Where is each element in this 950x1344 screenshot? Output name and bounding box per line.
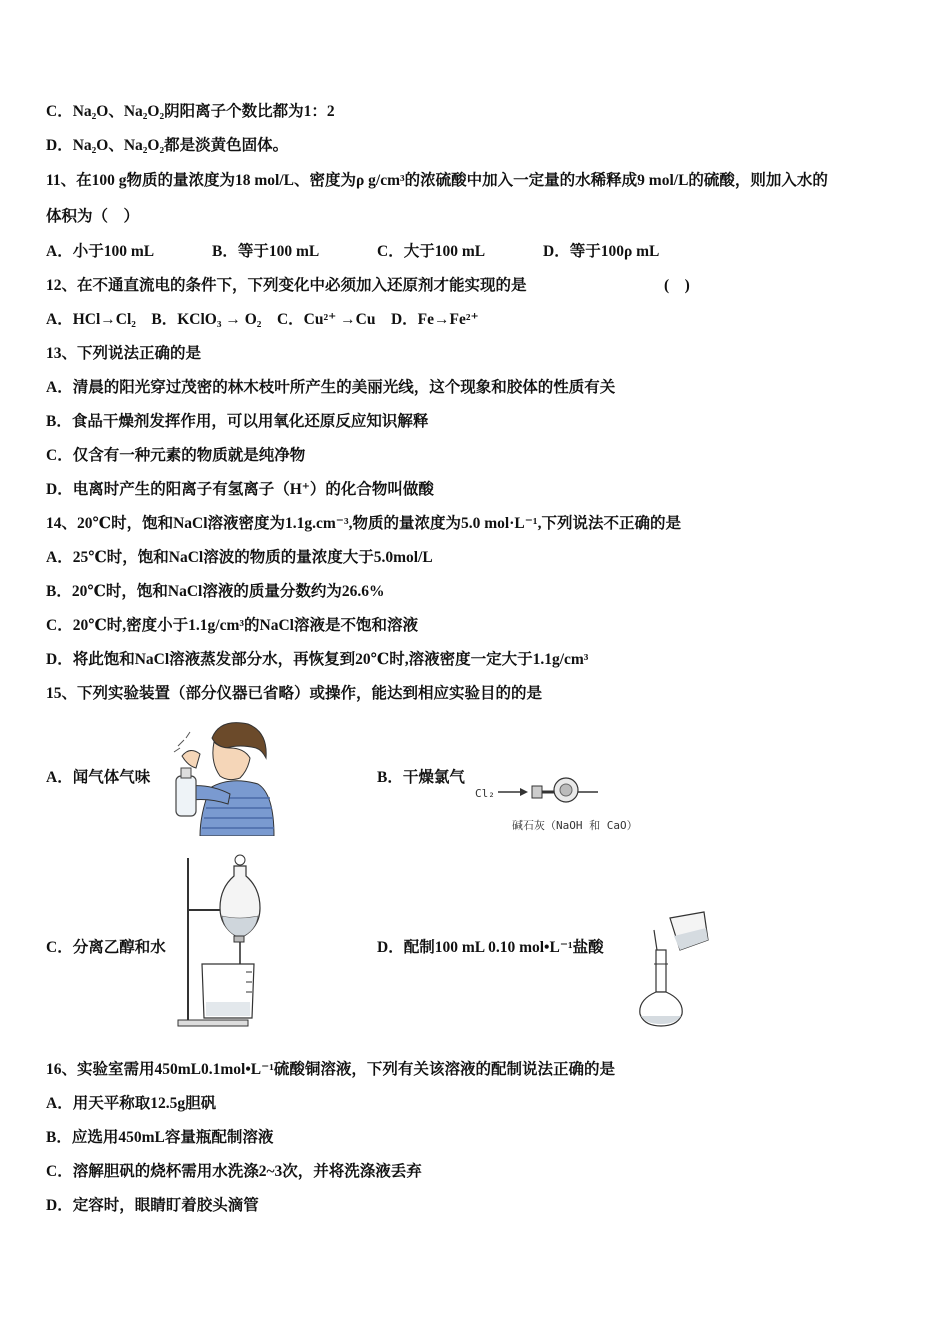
q16-option-b: B．应选用450mL容量瓶配制溶液 — [46, 1129, 274, 1146]
separating-funnel-figure — [176, 852, 262, 1028]
q12-stem: 12、在不通直流电的条件下，下列变化中必须加入还原剂才能实现的是 — [46, 277, 527, 294]
q16-option-a: A．用天平称取12.5g胆矾 — [46, 1095, 217, 1112]
prev-option-d: D．Na₂O、Na₂O₂都是淡黄色固体。 — [46, 137, 289, 154]
q15-option-b: B．干燥氯气 — [377, 769, 465, 786]
q11-option-c: C．大于100 mL — [377, 243, 486, 260]
q14-stem: 14、20℃时，饱和NaCl溶液密度为1.1g.cm⁻³,物质的量浓度为5.0 mol·L⁻¹,下列说法不正确的是 — [46, 515, 681, 532]
q11-options — [46, 242, 659, 262]
arrow-icon — [520, 788, 528, 796]
drying-tube-agent-label: 碱石灰（NaOH 和 CaO） — [512, 819, 638, 832]
q16-stem: 16、实验室需用450mL0.1mol•L⁻¹硫酸铜溶液，下列有关该溶液的配制说法正确的是 — [46, 1061, 615, 1078]
q11-option-a: A．小于100 mL — [46, 243, 155, 260]
q11-stem-line1: 11、在100 g物质的量浓度为18 mol/L、密度为ρ g/cm³的浓硫酸中加入一定量的水稀释成9 mol/L的硫酸，则加入水的 — [46, 172, 828, 189]
prev-option-c: C．Na₂O、Na₂O₂阴阳离子个数比都为1：2 — [46, 103, 335, 120]
q15-stem: 15、下列实验装置（部分仪器已省略）或操作，能达到相应实验目的的是 — [46, 685, 543, 702]
q14-option-d: D．将此饱和NaCl溶液蒸发部分水，再恢复到20℃时,溶液密度一定大于1.1g/cm³ — [46, 651, 589, 668]
q11-option-d: D．等于100ρ mL — [543, 243, 660, 260]
q15-option-d: D．配制100 mL 0.10 mol•L⁻¹盐酸 — [377, 939, 604, 956]
q15-option-c: C．分离乙醇和水 — [46, 939, 166, 956]
q12-answer-paren: ( ) — [664, 277, 690, 294]
q14-option-a: A．25℃时，饱和NaCl溶波的物质的量浓度大于5.0mol/L — [46, 549, 433, 566]
q15-option-a: A．闻气体气味 — [46, 769, 151, 786]
q13-option-b: B．食品干燥剂发挥作用，可以用氧化还原反应知识解释 — [46, 413, 429, 430]
drying-tube-gas-label: Cl₂ — [475, 787, 495, 800]
q13-option-a: A．清晨的阳光穿过茂密的林木枝叶所产生的美丽光线，这个现象和胶体的性质有关 — [46, 379, 616, 396]
q16-option-d: D．定容时，眼睛盯着胶头滴管 — [46, 1197, 259, 1214]
q13-stem: 13、下列说法正确的是 — [46, 345, 202, 362]
q14-option-c: C．20℃时,密度小于1.1g/cm³的NaCl溶液是不饱和溶液 — [46, 617, 418, 634]
q12-options: A．HCl→Cl₂ B．KClO₃ → O₂ C．Cu²⁺ →Cu D．Fe→Fe²⁺ — [46, 311, 479, 328]
q11-stem-line2: 体积为（ ） — [46, 208, 140, 225]
q16-option-c: C．溶解胆矾的烧杯需用水洗涤2~3次，并将洗涤液丢弃 — [46, 1163, 422, 1180]
q11-option-b: B．等于100 mL — [212, 243, 320, 260]
volumetric-flask-figure — [634, 910, 710, 1028]
q13-option-c: C．仅含有一种元素的物质就是纯净物 — [46, 447, 306, 464]
q14-option-b: B．20℃时，饱和NaCl溶液的质量分数约为26.6% — [46, 583, 385, 600]
smelling-gas-figure — [170, 718, 280, 836]
q13-option-d: D．电离时产生的阳离子有氢离子（H⁺）的化合物叫做酸 — [46, 481, 434, 498]
